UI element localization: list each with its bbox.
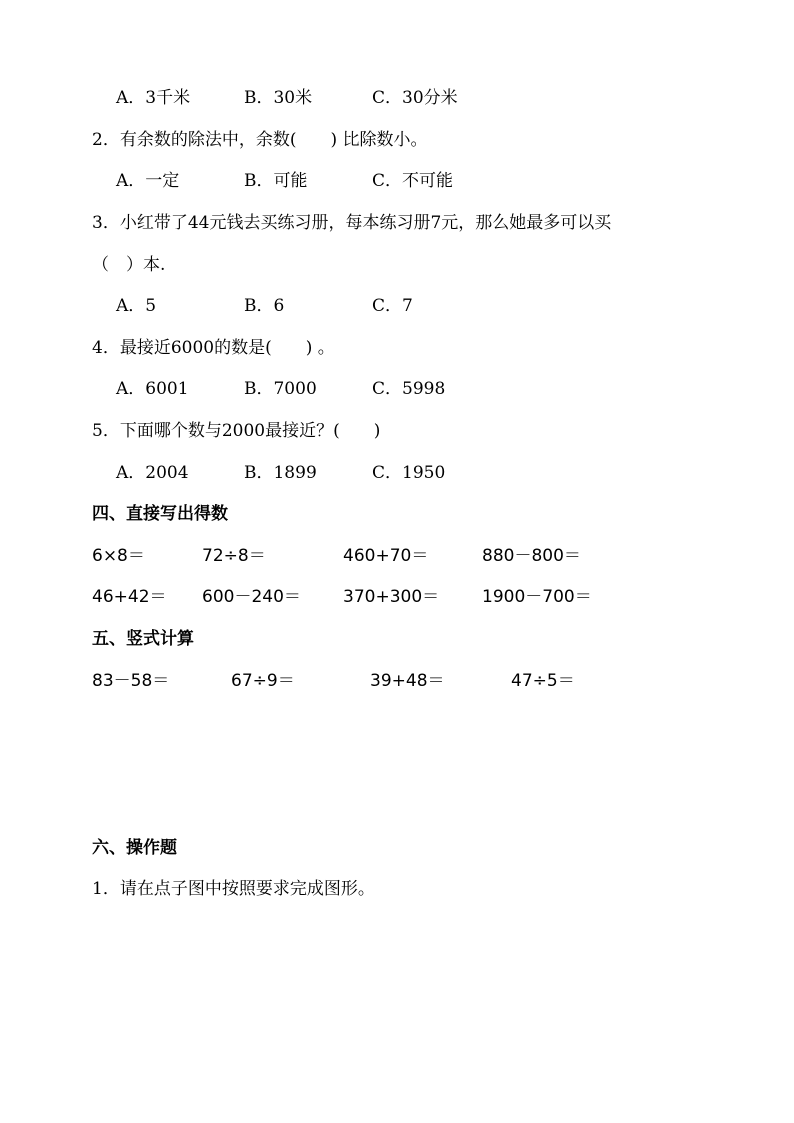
q1-option-c: C．30分米 (372, 88, 458, 108)
q5-option-b: B．1899 (244, 463, 317, 483)
q2-option-a: A．一定 (116, 171, 180, 191)
q3-option-c: C．7 (372, 296, 413, 316)
calc-5-2: 67÷9＝ (231, 671, 295, 691)
q2-option-b: B．可能 (244, 171, 308, 191)
calc-5-4: 47÷5＝ (511, 671, 575, 691)
q4-option-b: B．7000 (244, 379, 317, 399)
calc-4-2-2: 600－240＝ (202, 587, 301, 607)
q4-option-a: A．6001 (116, 379, 189, 399)
q5-option-c: C．1950 (372, 463, 446, 483)
calc-4-1-2: 72÷8＝ (202, 546, 266, 566)
q3-option-a: A．5 (116, 296, 157, 316)
section-4-title: 四、直接写出得数 (92, 504, 228, 524)
calc-4-1-3: 460+70＝ (343, 546, 429, 566)
calc-5-1: 83－58＝ (92, 671, 170, 691)
section-6-title: 六、操作题 (92, 838, 177, 858)
calc-4-2-4: 1900－700＝ (482, 587, 592, 607)
calc-4-1-4: 880－800＝ (482, 546, 581, 566)
q4-option-c: C．5998 (372, 379, 446, 399)
section-6-q1: 1．请在点子图中按照要求完成图形。 (92, 879, 375, 899)
q3-stem-line2: （ ）本. (92, 255, 166, 275)
q2-stem: 2．有余数的除法中，余数( ) 比除数小。 (92, 130, 428, 150)
q5-option-a: A．2004 (116, 463, 189, 483)
calc-4-2-3: 370+300＝ (343, 587, 440, 607)
q4-stem: 4．最接近6000的数是( ) 。 (92, 338, 335, 358)
section-5-title: 五、竖式计算 (92, 629, 194, 649)
calc-4-1-1: 6×8＝ (92, 546, 145, 566)
calc-4-2-1: 46+42＝ (92, 587, 167, 607)
calc-5-3: 39+48＝ (370, 671, 445, 691)
q1-option-b: B．30米 (244, 88, 313, 108)
q3-stem-line1: 3．小红带了44元钱去买练习册，每本练习册7元，那么她最多可以买 (92, 213, 612, 233)
q5-stem: 5．下面哪个数与2000最接近？( ) (92, 421, 381, 441)
q1-option-a: A．3千米 (116, 88, 191, 108)
q2-option-c: C．不可能 (372, 171, 454, 191)
q3-option-b: B．6 (244, 296, 285, 316)
